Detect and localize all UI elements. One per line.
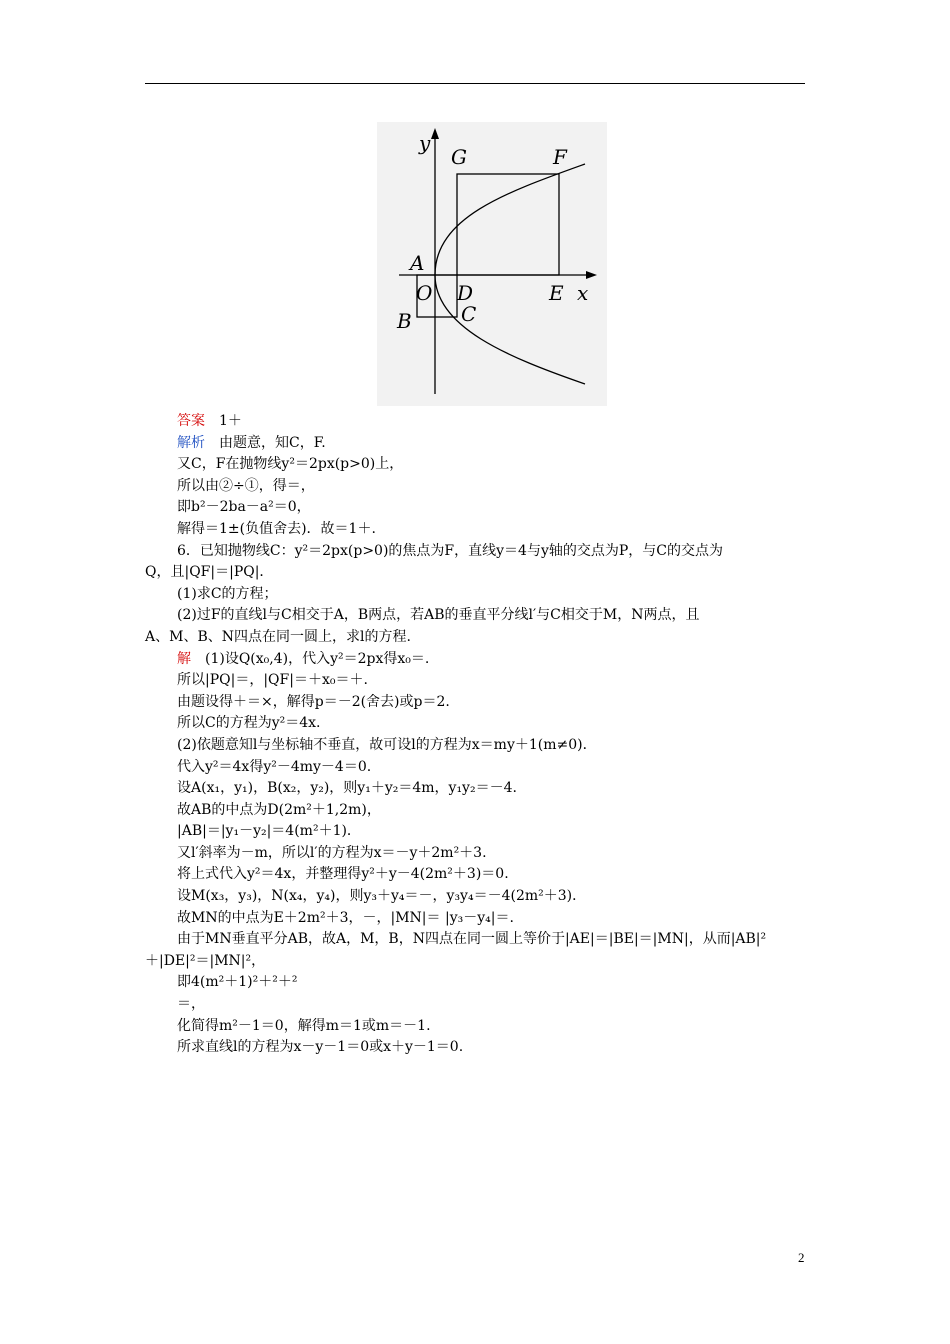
solution-line: 由于MN垂直平分AB，故A，M，B，N四点在同一圆上等价于|AE|＝|BE|＝|MN|，从而|AB|² [177, 931, 767, 948]
solution-line: 由题设得＋＝×，解得p＝－2(舍去)或p＝2. [177, 693, 450, 710]
solution-line: 设A(x₁，y₁)，B(x₂，y₂)，则y₁＋y₂＝4m，y₁y₂＝－4. [177, 780, 517, 797]
question-6-line2: Q，且|QF|＝|PQ|． [145, 564, 274, 581]
square-defg [457, 174, 559, 275]
solution-line: 设M(x₃，y₃)，N(x₄，y₄)，则y₃＋y₄＝－，y₃y₄＝－4(2m²＋3)． [177, 888, 587, 905]
analysis-label: 解析 [177, 434, 205, 451]
text-line: 又C，F在抛物线y²＝2px(p>0)上， [177, 456, 404, 473]
parabola-figure [377, 122, 607, 406]
text-line: 即b²－2ba－a²＝0， [177, 499, 311, 516]
label-x: x [577, 281, 589, 305]
question-6-line1: 6．已知抛物线C：y²＝2px(p>0)的焦点为F，直线y＝4与y轴的交点为P，与C的交点为 [177, 542, 723, 559]
solution-line: 所以|PQ|＝，|QF|＝＋x₀＝＋. [177, 672, 368, 689]
header-rule [145, 83, 805, 84]
solution-content [145, 411, 807, 1059]
solution-line [145, 649, 807, 671]
x-axis-arrow [586, 271, 597, 279]
page-number: 2 [798, 1250, 805, 1265]
analysis-line [145, 433, 807, 455]
solution-text: (1)设Q(x₀,4)，代入y²＝2px得x₀＝. [205, 650, 430, 667]
solution-line: 将上式代入y²＝4x，并整理得y²＋y－4(2m²＋3)＝0. [177, 866, 509, 883]
label-b: B [397, 309, 412, 333]
label-f: F [553, 145, 567, 169]
question-part1: (1)求C的方程； [177, 585, 278, 602]
text-line: 解得＝1±(负值舍去)．故＝1＋. [177, 520, 376, 537]
solution-line: 又l′斜率为－m，所以l′的方程为x＝－y＋2m²＋3. [177, 844, 487, 861]
label-e: E [549, 281, 564, 305]
label-d: D [457, 281, 474, 305]
label-y: y [419, 131, 431, 155]
answer-label: 答案 [177, 413, 205, 429]
solution-line: |AB|＝|y₁－y₂|＝4(m²＋1)． [177, 823, 361, 840]
solution-line: ＋|DE|²＝|MN|²， [145, 952, 266, 969]
solution-line: ＝， [177, 996, 205, 1013]
parabola-diagram [377, 122, 607, 406]
solution-line: 化简得m²－1＝0，解得m＝1或m＝－1. [177, 1017, 431, 1034]
question-part2b: A、M、B、N四点在同一圆上，求l的方程. [145, 628, 411, 645]
question-part2a: (2)过F的直线l与C相交于A，B两点，若AB的垂直平分线l′与C相交于M，N两点，且 [177, 607, 700, 624]
solution-label: 解 [177, 650, 191, 667]
solution-line: 故AB的中点为D(2m²＋1,2m)， [177, 801, 381, 818]
answer-text: 1＋ [219, 413, 242, 429]
label-a: A [410, 251, 425, 275]
label-g: G [451, 145, 467, 169]
text-line: 所以由②÷①，得＝， [177, 477, 315, 494]
y-axis-arrow [431, 128, 439, 139]
solution-line: 即4(m²＋1)²＋²＋² [177, 974, 298, 991]
label-c: C [461, 302, 477, 326]
solution-line: 所求直线l的方程为x－y－1＝0或x＋y－1＝0. [177, 1039, 464, 1056]
solution-line: (2)依题意知l与坐标轴不垂直，故可设l的方程为x＝my＋1(m≠0)． [177, 736, 597, 753]
analysis-text: 由题意，知C，F. [219, 434, 326, 451]
solution-line: 故MN的中点为E＋2m²＋3，－，|MN|＝ |y₃－y₄|＝. [177, 909, 514, 926]
solution-line: 代入y²＝4x得y²－4my－4＝0. [177, 758, 372, 775]
solution-line: 所以C的方程为y²＝4x. [177, 715, 321, 732]
label-o: O [416, 281, 433, 305]
answer-line [145, 411, 807, 433]
